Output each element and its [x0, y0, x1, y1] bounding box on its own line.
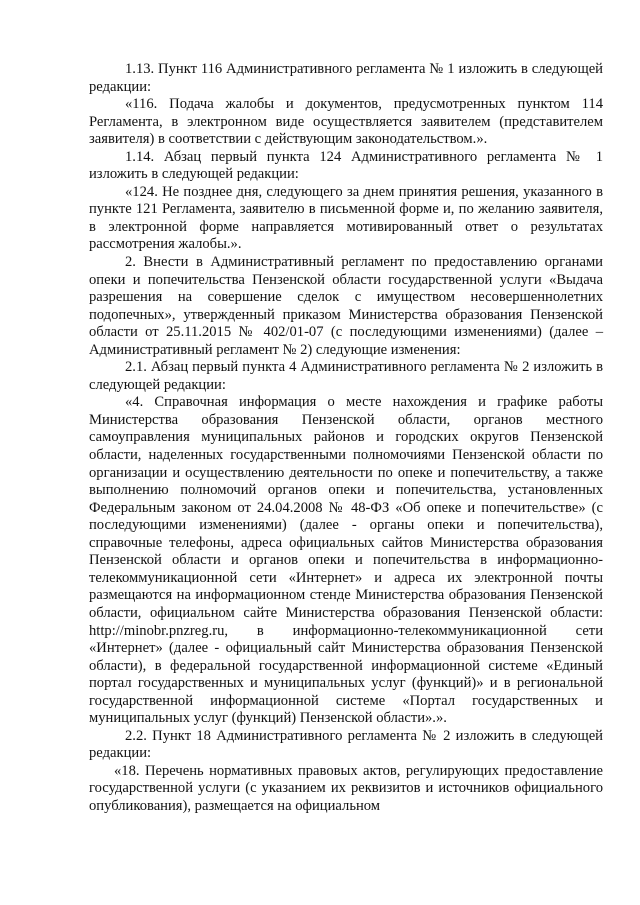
paragraph-quote-116: «116. Подача жалобы и документов, предусмотренных пунктом 114 Регламента, в электронном виде осуществляется заявителем (представителем заявителя) в соответствии с действующим законодательством.».	[89, 96, 603, 148]
paragraph-2: 2. Внести в Административный регламент по предоставлению органами опеки и попечительства Пензенской области государственной услуги «Выдача разрешения на совершение сделок с имуществом несовершеннолетних подопечных», утвержденный приказом Министерства образования Пензенской области от 25.11.2015 № 402/01-07 (с последующими изменениями) (далее – Административный регламент № 2) следующие изменения:	[89, 254, 603, 358]
paragraph-quote-4: «4. Справочная информация о месте нахождения и графике работы Министерства образования Пензенской области, органов местного самоуправления муниципальных районов и городских округов Пензенской области, наделенных государственными полномочиями Пензенской области по организации и осуществлению деятельности по опеке и попечительству, а также выполнению полномочий органов опеки и попечительства, установленных Федеральным законом от 24.04.2008 № 48-ФЗ «Об опеке и попечительстве» (с последующими изменениями) (далее - органы опеки и попечительства), справочные телефоны, адреса официальных сайтов Министерства образования Пензенской области и органов опеки и попечительства в информационно-телекоммуникационной сети «Интернет» и адреса их электронной почты размещаются на информационном стенде Министерства образования Пензенской области, официальном сайте Министерства образования Пензенской области: http://minobr.pnzreg.ru, в информационно-телекоммуникационной сети «Интернет» (далее - официальный сайт Министерства образования Пензенской области), в федеральной государственной информационной системе «Единый портал государственных и муниципальных услуг (функций)» и в региональной государственной информационной системе «Портал государственных и муниципальных услуг (функций) Пензенской области».».	[89, 394, 603, 727]
paragraph-quote-124: «124. Не позднее дня, следующего за днем принятия решения, указанного в пункте 121 Регламента, заявителю в письменной форме и, по желанию заявителя, в электронной форме направляется мотивированный ответ о результатах рассмотрения жалобы.».	[89, 183, 603, 253]
paragraph-2-1: 2.1. Абзац первый пункта 4 Административного регламента № 2 изложить в следующей редакции:	[89, 359, 603, 393]
paragraph-quote-18: «18. Перечень нормативных правовых актов, регулирующих предоставление государственной услуги (с указанием их реквизитов и источников официального опубликования), размещается на официальном	[89, 762, 603, 814]
document-body	[89, 61, 603, 816]
paragraph-1-14: 1.14. Абзац первый пункта 124 Административного регламента № 1 изложить в следующей редакции:	[89, 148, 603, 183]
paragraph-2-2: 2.2. Пункт 18 Административного регламента № 2 изложить в следующей редакции:	[89, 727, 603, 762]
paragraph-1-13: 1.13. Пункт 116 Административного регламента № 1 изложить в следующей редакции:	[89, 61, 603, 95]
